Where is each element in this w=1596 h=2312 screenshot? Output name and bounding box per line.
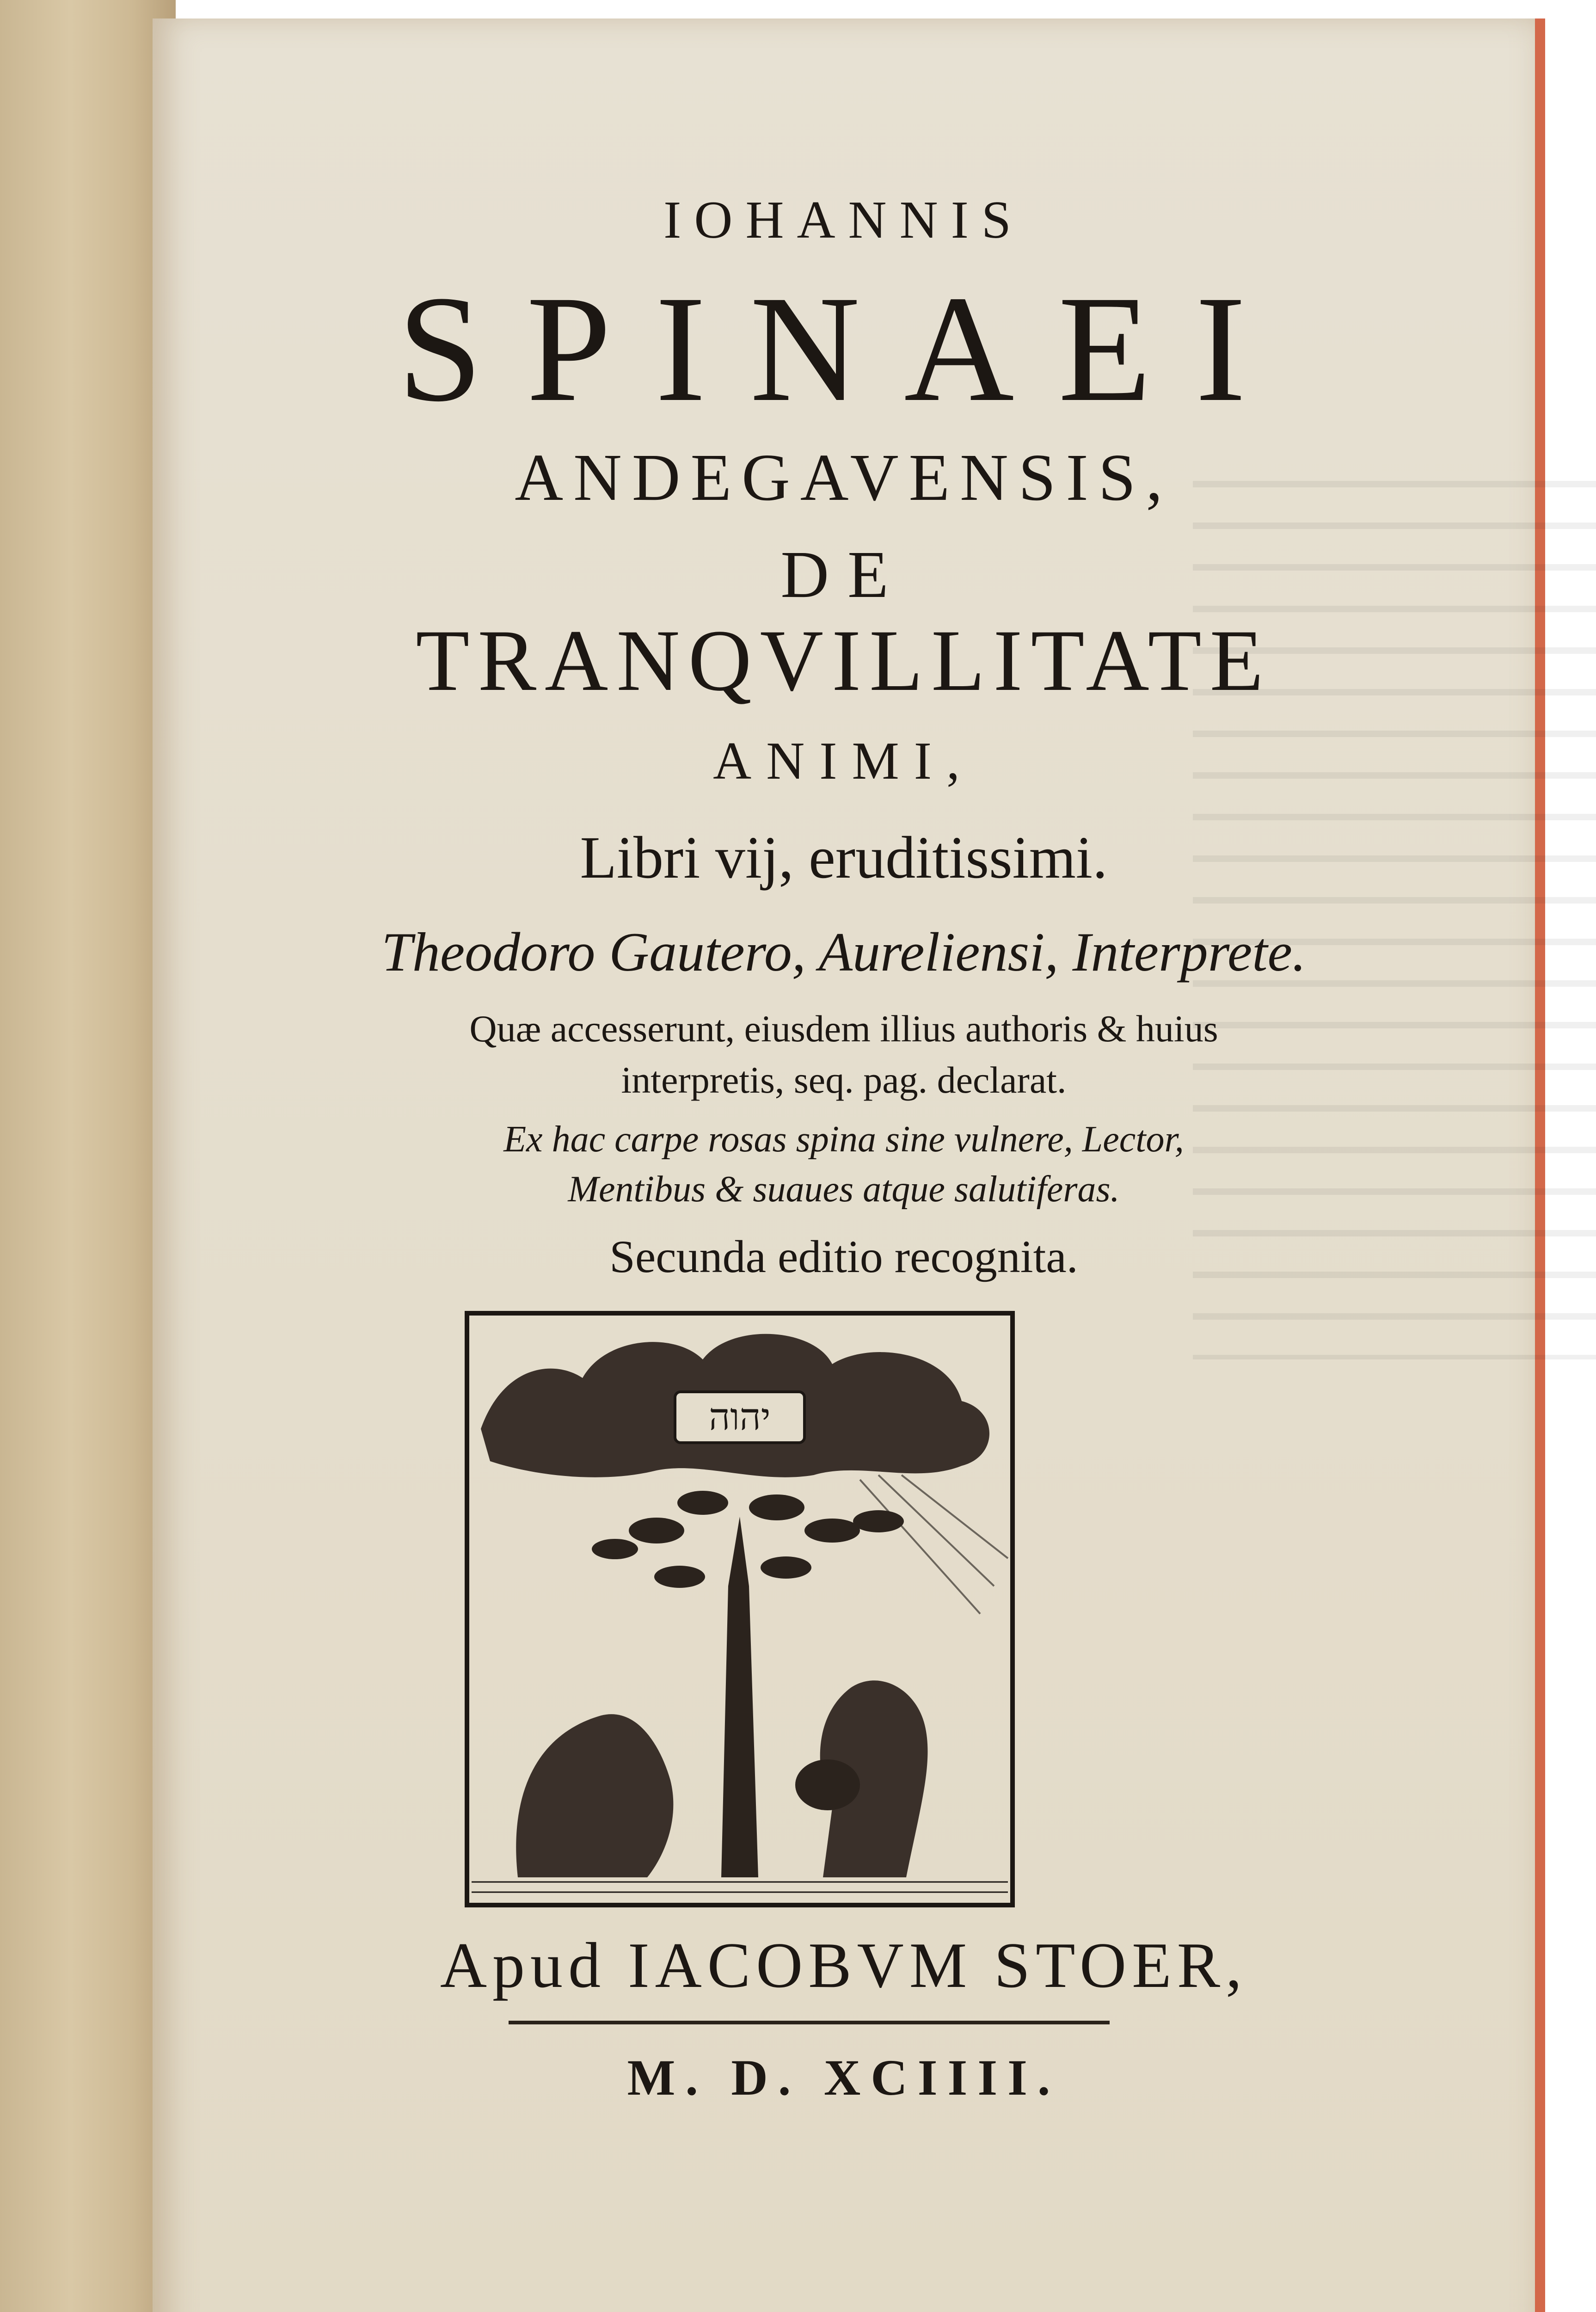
contents-line-2: interpretis, seq. pag. declarat. (621, 1058, 1067, 1101)
title-preposition: DE (780, 538, 907, 612)
edition-line: Secunda editio recognita. (609, 1231, 1078, 1282)
tree-trunk (721, 1517, 758, 1877)
woodcut-illustration (462, 1309, 1017, 1910)
publisher-line: Apud IACOBVM STOER, (440, 1930, 1248, 2001)
motto (153, 1114, 1535, 1214)
title-subject: TRANQVILLITATE (416, 612, 1272, 709)
author-first-name: IOHANNIS (663, 191, 1024, 249)
title-subject-2: ANIMI, (713, 732, 975, 790)
books-line: Libri vij, eruditissimi. (580, 824, 1108, 891)
book-binding (0, 0, 176, 2312)
motto-line-2: Mentibus & suaues atque salutiferas. (568, 1169, 1120, 1210)
motto-line-1: Ex hac carpe rosas spina sine vulnere, Lector, (503, 1119, 1184, 1160)
divine-name-inscription: יהוה (709, 1396, 771, 1439)
contents-line-1: Quæ accesserunt, eiusdem illius authoris & huius (469, 1008, 1218, 1050)
author-last-name: SPINAEI (397, 264, 1290, 433)
author-origin: ANDEGAVENSIS, (515, 441, 1173, 515)
ground-hatching (472, 1882, 1008, 1892)
horizontal-rule (509, 2021, 1110, 2024)
light-rays (860, 1475, 1008, 1614)
publication-year: M. D. XCIIII. (627, 2049, 1061, 2106)
contents-note (153, 1003, 1535, 1106)
translator-line: Theodoro Gautero, Aureliensi, Interprete. (381, 921, 1306, 983)
watering-jug (795, 1759, 860, 1810)
tree-leaves (592, 1491, 904, 1588)
kneeling-figure (516, 1714, 673, 1877)
